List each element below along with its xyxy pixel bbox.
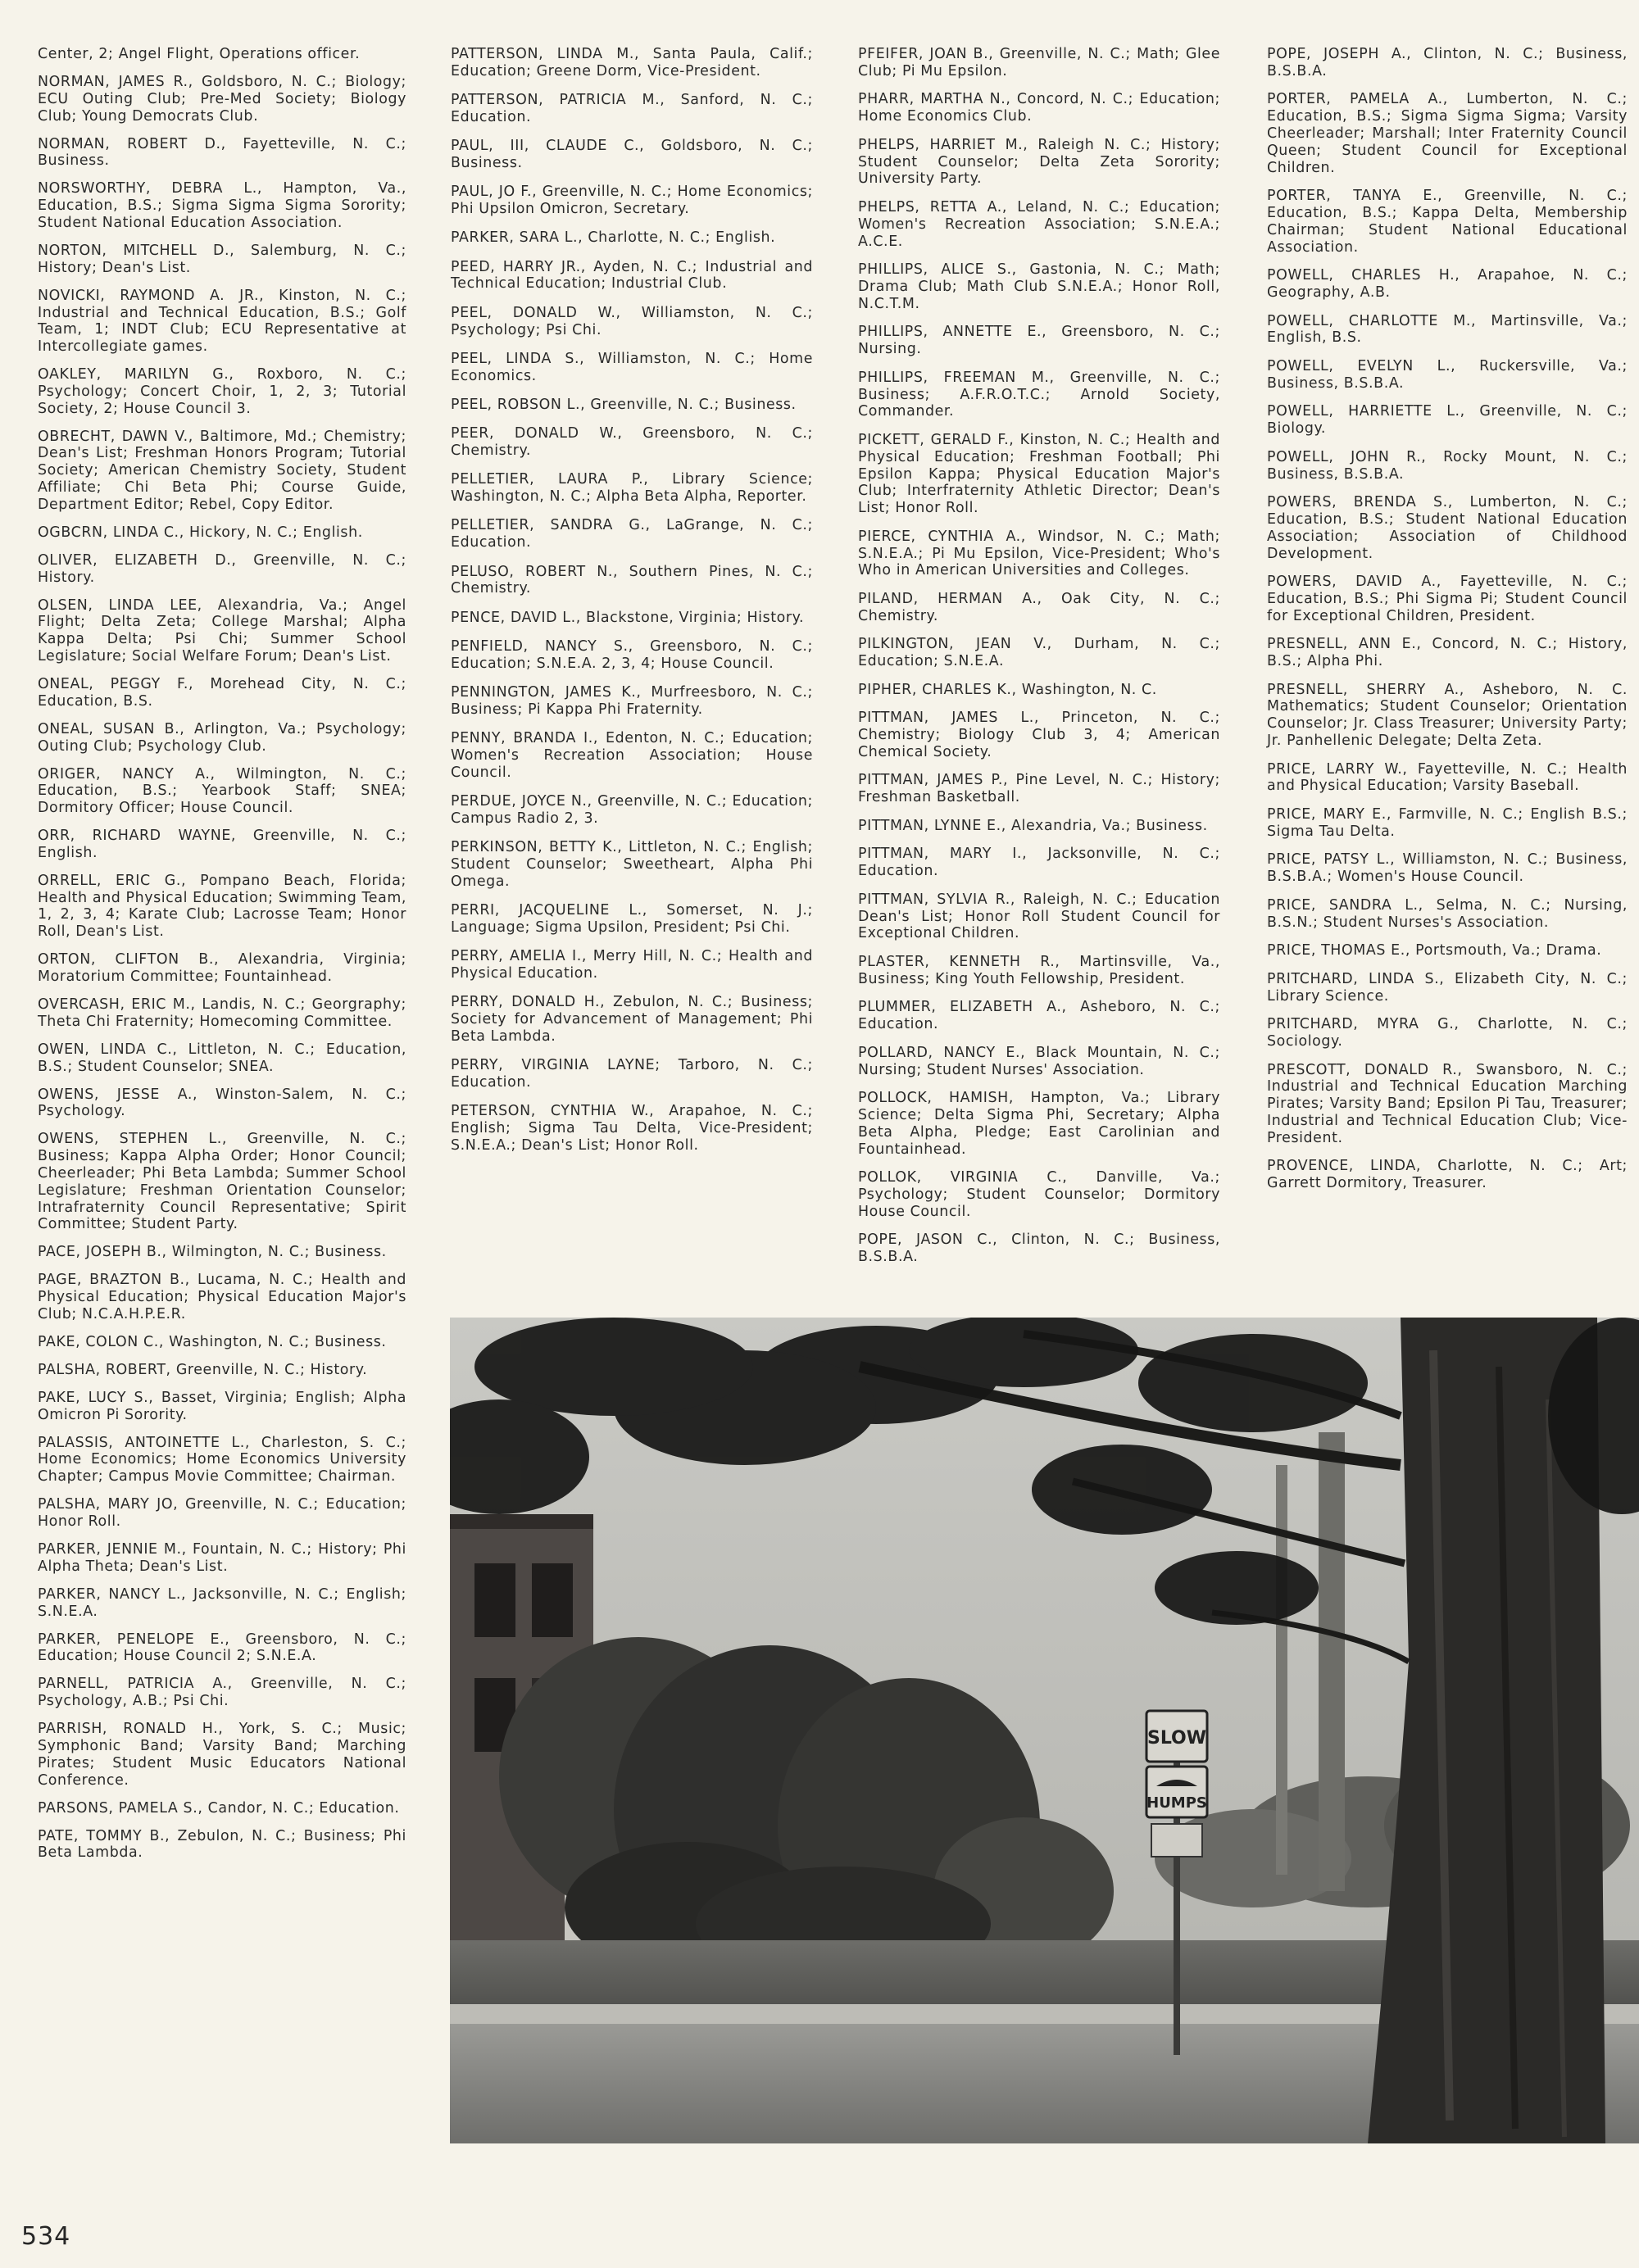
directory-column-2	[451, 46, 813, 1166]
campus-photo	[450, 1318, 1639, 2143]
directory-entry: NORMAN, ROBERT D., Fayetteville, N. C.; Business.	[38, 135, 406, 170]
directory-entry: ONEAL, SUSAN B., Arlington, Va.; Psychology; Outing Club; Psychology Club.	[38, 720, 406, 755]
directory-entry: POWELL, EVELYN L., Ruckersville, Va.; Business, B.S.B.A.	[1267, 357, 1628, 392]
directory-entry: POLLOK, VIRGINIA C., Danville, Va.; Psychology; Student Counselor; Dormitory House Council.	[858, 1169, 1220, 1220]
directory-entry: PERDUE, JOYCE N., Greenville, N. C.; Education; Campus Radio 2, 3.	[451, 793, 813, 827]
directory-entry: POWELL, HARRIETTE L., Greenville, N. C.; Biology.	[1267, 403, 1628, 438]
directory-entry: PEER, DONALD W., Greensboro, N. C.; Chemistry.	[451, 425, 813, 460]
directory-entry: PELUSO, ROBERT N., Southern Pines, N. C.; Chemistry.	[451, 563, 813, 597]
directory-entry: ORR, RICHARD WAYNE, Greenville, N. C.; English.	[38, 828, 406, 861]
directory-entry: PARKER, SARA L., Charlotte, N. C.; English.	[451, 229, 776, 247]
directory-entry: PRESNELL, SHERRY A., Asheboro, N. C. Mathematics; Student Counselor; Orientation Counselor; Jr. Class Treasurer; University Party; Jr. Panhellenic Delegate; Delta Zeta.	[1267, 681, 1628, 750]
directory-entry: OGBCRN, LINDA C., Hickory, N. C.; English.	[38, 524, 363, 541]
directory-entry: PIERCE, CYNTHIA A., Windsor, N. C.; Math; S.N.E.A.; Pi Mu Epsilon, Vice-President; Who's Who in American Universities and Colleges.	[858, 528, 1220, 579]
directory-entry: PARKER, NANCY L., Jacksonville, N. C.; English; S.N.E.A.	[38, 1585, 406, 1620]
directory-entry: PARKER, PENELOPE E., Greensboro, N. C.; Education; House Council 2; S.N.E.A.	[38, 1631, 406, 1665]
directory-entry: PACE, JOSEPH B., Wilmington, N. C.; Business.	[38, 1244, 387, 1261]
page-number: 534	[21, 2222, 71, 2251]
directory-entry: ONEAL, PEGGY F., Morehead City, N. C.; Education, B.S.	[38, 675, 406, 710]
directory-entry: OWENS, JESSE A., Winston-Salem, N. C.; Psychology.	[38, 1086, 406, 1120]
directory-entry: Center, 2; Angel Flight, Operations officer.	[38, 46, 361, 62]
directory-entry: PLUMMER, ELIZABETH A., Asheboro, N. C.; Education.	[858, 999, 1220, 1033]
directory-entry: PERRI, JACQUELINE L., Somerset, N. J.; Language; Sigma Upsilon, President; Psi Chi.	[451, 901, 813, 936]
directory-entry: PHARR, MARTHA N., Concord, N. C.; Education; Home Economics Club.	[858, 91, 1220, 125]
directory-entry: PHELPS, RETTA A., Leland, N. C.; Education; Women's Recreation Association; S.N.E.A.; A.C.E.	[858, 198, 1220, 250]
directory-entry: PLASTER, KENNETH R., Martinsville, Va., Business; King Youth Fellowship, President.	[858, 954, 1220, 987]
directory-entry: PAUL, III, CLAUDE C., Goldsboro, N. C.; Business.	[451, 138, 813, 171]
directory-entry: OBRECHT, DAWN V., Baltimore, Md.; Chemistry; Dean's List; Freshman Honors Program; Tutorial Society; American Chemistry Society, Student Affiliate; Chi Beta Phi; Course Guide, Department Editor; Rebel, Copy Editor.	[38, 428, 406, 513]
directory-entry: PRITCHARD, MYRA G., Charlotte, N. C.; Sociology.	[1267, 1016, 1628, 1050]
directory-entry: PALASSIS, ANTOINETTE L., Charleston, S. C.; Home Economics; Home Economics University Chapter; Campus Movie Committee; Chairman.	[38, 1434, 406, 1486]
directory-entry: NORSWORTHY, DEBRA L., Hampton, Va., Education, B.S.; Sigma Sigma Sigma Sorority; Student National Education Association.	[38, 180, 406, 231]
directory-entry: OWENS, STEPHEN L., Greenville, N. C.; Business; Kappa Alpha Order; Honor Council; Cheerleader; Phi Beta Lambda; Summer School Legislature; Freshman Orientation Counselor; Intrafraternity Council Representative; Spirit Committee; Student Party.	[38, 1131, 406, 1233]
directory-entry: PELLETIER, SANDRA G., LaGrange, N. C.; Education.	[451, 517, 813, 551]
directory-entry: OLIVER, ELIZABETH D., Greenville, N. C.; History.	[38, 551, 406, 586]
directory-entry: PERKINSON, BETTY K., Littleton, N. C.; English; Student Counselor; Sweetheart, Alpha Phi Omega.	[451, 839, 813, 890]
directory-entry: PRICE, LARRY W., Fayetteville, N. C.; Health and Physical Education; Varsity Baseball.	[1267, 760, 1628, 795]
directory-entry: PERRY, DONALD H., Zebulon, N. C.; Business; Society for Advancement of Management; Phi Beta Lambda.	[451, 994, 813, 1045]
directory-entry: PRESNELL, ANN E., Concord, N. C.; History, B.S.; Alpha Phi.	[1267, 636, 1628, 670]
directory-entry: PHILLIPS, ANNETTE E., Greensboro, N. C.; Nursing.	[858, 324, 1220, 358]
directory-entry: OLSEN, LINDA LEE, Alexandria, Va.; Angel Flight; Delta Zeta; College Marshal; Alpha Kappa Delta; Psi Chi; Summer School Legislature; Social Welfare Forum; Dean's List.	[38, 596, 406, 665]
directory-entry: PENNY, BRANDA I., Edenton, N. C.; Education; Women's Recreation Association; House Council.	[451, 730, 813, 781]
directory-entry: PERRY, VIRGINIA LAYNE; Tarboro, N. C.; Education.	[451, 1057, 813, 1091]
directory-entry: PALSHA, MARY JO, Greenville, N. C.; Education; Honor Roll.	[38, 1496, 406, 1531]
directory-entry: NOVICKI, RAYMOND A. JR., Kinston, N. C.; Industrial and Technical Education, B.S.; Golf Team, 1; INDT Club; ECU Representative at Intercollegiate games.	[38, 287, 406, 356]
directory-entry: PRITCHARD, LINDA S., Elizabeth City, N. C.; Library Science.	[1267, 970, 1628, 1005]
directory-entry: PITTMAN, JAMES L., Princeton, N. C.; Chemistry; Biology Club 3, 4; American Chemical Society.	[858, 710, 1220, 760]
directory-entry: PITTMAN, MARY I., Jacksonville, N. C.; Education.	[858, 846, 1220, 880]
directory-entry: PIPHER, CHARLES K., Washington, N. C.	[858, 681, 1157, 698]
directory-entry: POWERS, DAVID A., Fayetteville, N. C.; Education, B.S.; Phi Sigma Pi; Student Council for Exceptional Children, President.	[1267, 574, 1628, 624]
directory-entry: PORTER, TANYA E., Greenville, N. C.; Education, B.S.; Kappa Delta, Membership Chairman; Student National Educational Association.	[1267, 188, 1628, 256]
directory-entry: PETERSON, CYNTHIA W., Arapahoe, N. C.; English; Sigma Tau Delta, Vice-President; S.N.E.A.; Dean's List; Honor Roll.	[451, 1103, 813, 1154]
directory-entry: POWERS, BRENDA S., Lumberton, N. C.; Education, B.S.; Student National Education Association; Association of Childhood Development.	[1267, 494, 1628, 562]
directory-entry: PHILLIPS, FREEMAN M., Greenville, N. C.; Business; A.F.R.O.T.C.; Arnold Society, Commander.	[858, 369, 1220, 420]
sign-bottom-text: HUMPS	[1146, 1794, 1207, 1812]
directory-entry: PATTERSON, PATRICIA M., Sanford, N. C.; Education.	[451, 92, 813, 125]
directory-entry: PHILLIPS, ALICE S., Gastonia, N. C.; Math; Drama Club; Math Club S.N.E.A.; Honor Roll, N.C.T.M.	[858, 261, 1220, 312]
directory-entry: NORMAN, JAMES R., Goldsboro, N. C.; Biology; ECU Outing Club; Pre-Med Society; Biology Club; Young Democrats Club.	[38, 73, 406, 125]
directory-entry: PRICE, PATSY L., Williamston, N. C.; Business, B.S.B.A.; Women's House Council.	[1267, 851, 1628, 886]
directory-entry: POWELL, JOHN R., Rocky Mount, N. C.; Business, B.S.B.A.	[1267, 448, 1628, 483]
directory-entry: NORTON, MITCHELL D., Salemburg, N. C.; History; Dean's List.	[38, 242, 406, 276]
directory-entry: OVERCASH, ERIC M., Landis, N. C.; Georgraphy; Theta Chi Fraternity; Homecoming Committee.	[38, 996, 406, 1030]
directory-entry: ORTON, CLIFTON B., Alexandria, Virginia; Moratorium Committee; Fountainhead.	[38, 951, 406, 986]
directory-entry: PROVENCE, LINDA, Charlotte, N. C.; Art; Garrett Dormitory, Treasurer.	[1267, 1158, 1628, 1192]
directory-entry: PARSONS, PAMELA S., Candor, N. C.; Education.	[38, 1799, 400, 1817]
directory-entry: PAKE, LUCY S., Basset, Virginia; English; Alpha Omicron Pi Sorority.	[38, 1389, 406, 1423]
directory-entry: POLLARD, NANCY E., Black Mountain, N. C.; Nursing; Student Nurses' Association.	[858, 1044, 1220, 1078]
directory-entry: PITTMAN, SYLVIA R., Raleigh, N. C.; Education Dean's List; Honor Roll Student Council for Exceptional Children.	[858, 891, 1220, 942]
directory-entry: OWEN, LINDA C., Littleton, N. C.; Education, B.S.; Student Counselor; SNEA.	[38, 1041, 406, 1075]
directory-entry: POPE, JOSEPH A., Clinton, N. C.; Business, B.S.B.A.	[1267, 46, 1628, 79]
directory-entry: PARNELL, PATRICIA A., Greenville, N. C.; Psychology, A.B.; Psi Chi.	[38, 1676, 406, 1710]
directory-entry: PEEL, LINDA S., Williamston, N. C.; Home Economics.	[451, 350, 813, 384]
directory-entry: ORIGER, NANCY A., Wilmington, N. C.; Education, B.S.; Yearbook Staff; SNEA; Dormitory Officer; House Council.	[38, 765, 406, 817]
directory-entry: PAKE, COLON C., Washington, N. C.; Business.	[38, 1333, 387, 1350]
directory-entry: PRICE, SANDRA L., Selma, N. C.; Nursing, B.S.N.; Student Nurses's Association.	[1267, 896, 1628, 931]
directory-entry: PERRY, AMELIA I., Merry Hill, N. C.; Health and Physical Education.	[451, 948, 813, 982]
directory-entry: PRICE, THOMAS E., Portsmouth, Va.; Drama.	[1267, 942, 1602, 959]
sign-top-text: SLOW	[1146, 1728, 1207, 1749]
directory-entry: PARKER, JENNIE M., Fountain, N. C.; History; Phi Alpha Theta; Dean's List.	[38, 1541, 406, 1575]
directory-entry: PFEIFER, JOAN B., Greenville, N. C.; Math; Glee Club; Pi Mu Epsilon.	[858, 46, 1220, 79]
directory-entry: PORTER, PAMELA A., Lumberton, N. C.; Education, B.S.; Sigma Sigma Sigma; Varsity Cheerleader; Marshall; Inter Fraternity Council Queen; Student Council for Exceptional Children.	[1267, 91, 1628, 176]
directory-entry: PALSHA, ROBERT, Greenville, N. C.; History.	[38, 1361, 368, 1378]
directory-entry: POWELL, CHARLOTTE M., Martinsville, Va.; English, B.S.	[1267, 312, 1628, 347]
directory-entry: PAGE, BRAZTON B., Lucama, N. C.; Health and Physical Education; Physical Education Major's Club; N.C.A.H.P.E.R.	[38, 1272, 406, 1322]
directory-entry: PICKETT, GERALD F., Kinston, N. C.; Health and Physical Education; Freshman Football; Phi Epsilon Kappa; Physical Education Major's Club; Interfraternity Athletic Director; Dean's List; Honor Roll.	[858, 431, 1220, 517]
directory-entry: PAUL, JO F., Greenville, N. C.; Home Economics; Phi Upsilon Omicron, Secretary.	[451, 184, 813, 218]
directory-entry: PRESCOTT, DONALD R., Swansboro, N. C.; Industrial and Technical Education Marching Pirates; Varsity Band; Epsilon Pi Tau, Treasurer; Industrial and Technical Education Club; Vice-President.	[1267, 1061, 1628, 1146]
directory-entry: PATTERSON, LINDA M., Santa Paula, Calif.; Education; Greene Dorm, Vice-President.	[451, 46, 813, 79]
directory-entry: PENNINGTON, JAMES K., Murfreesboro, N. C.; Business; Pi Kappa Phi Fraternity.	[451, 684, 813, 718]
directory-entry: PEEL, ROBSON L., Greenville, N. C.; Business.	[451, 396, 797, 413]
directory-entry: ORRELL, ERIC G., Pompano Beach, Florida; Health and Physical Education; Swimming Team, 1, 2, 3, 4; Karate Club; Lacrosse Team; Honor Roll, Dean's List.	[38, 872, 407, 941]
directory-column-1	[38, 46, 406, 1872]
campus-scene	[450, 1318, 1639, 2143]
directory-entry: PEEL, DONALD W., Williamston, N. C.; Psychology; Psi Chi.	[451, 304, 813, 338]
directory-entry: PENFIELD, NANCY S., Greensboro, N. C.; Education; S.N.E.A. 2, 3, 4; House Council.	[451, 637, 813, 672]
directory-entry: POWELL, CHARLES H., Arapahoe, N. C.; Geography, A.B.	[1267, 267, 1628, 301]
directory-entry: PATE, TOMMY B., Zebulon, N. C.; Business; Phi Beta Lambda.	[38, 1827, 406, 1862]
directory-entry: PRICE, MARY E., Farmville, N. C.; English B.S.; Sigma Tau Delta.	[1267, 806, 1628, 840]
directory-entry: PEED, HARRY JR., Ayden, N. C.; Industrial and Technical Education; Industrial Club.	[451, 258, 813, 293]
directory-entry: POPE, JASON C., Clinton, N. C.; Business, B.S.B.A.	[858, 1232, 1220, 1266]
directory-entry: PILAND, HERMAN A., Oak City, N. C.; Chemistry.	[858, 590, 1220, 624]
directory-entry: PITTMAN, LYNNE E., Alexandria, Va.; Business.	[858, 817, 1208, 834]
directory-entry: PILKINGTON, JEAN V., Durham, N. C.; Education; S.N.E.A.	[858, 636, 1220, 670]
directory-entry: PARRISH, RONALD H., York, S. C.; Music; Symphonic Band; Varsity Band; Marching Pirates; Student Music Educators National Conference.	[38, 1721, 406, 1789]
directory-entry: OAKLEY, MARILYN G., Roxboro, N. C.; Psychology; Concert Choir, 1, 2, 3; Tutorial Society, 2; House Council 3.	[38, 366, 406, 417]
directory-entry: PENCE, DAVID L., Blackstone, Virginia; History.	[451, 609, 805, 626]
directory-entry: POLLOCK, HAMISH, Hampton, Va.; Library Science; Delta Sigma Phi, Secretary; Alpha Beta Alpha, Pledge; East Carolinian and Fountainhead.	[858, 1090, 1220, 1158]
directory-entry: PELLETIER, LAURA P., Library Science; Washington, N. C.; Alpha Beta Alpha, Reporter.	[451, 471, 813, 506]
directory-entry: PITTMAN, JAMES P., Pine Level, N. C.; History; Freshman Basketball.	[858, 772, 1220, 806]
directory-entry: PHELPS, HARRIET M., Raleigh N. C.; History; Student Counselor; Delta Zeta Sorority; University Party.	[858, 136, 1220, 188]
directory-column-3	[858, 46, 1220, 1277]
directory-column-4	[1267, 46, 1628, 1204]
